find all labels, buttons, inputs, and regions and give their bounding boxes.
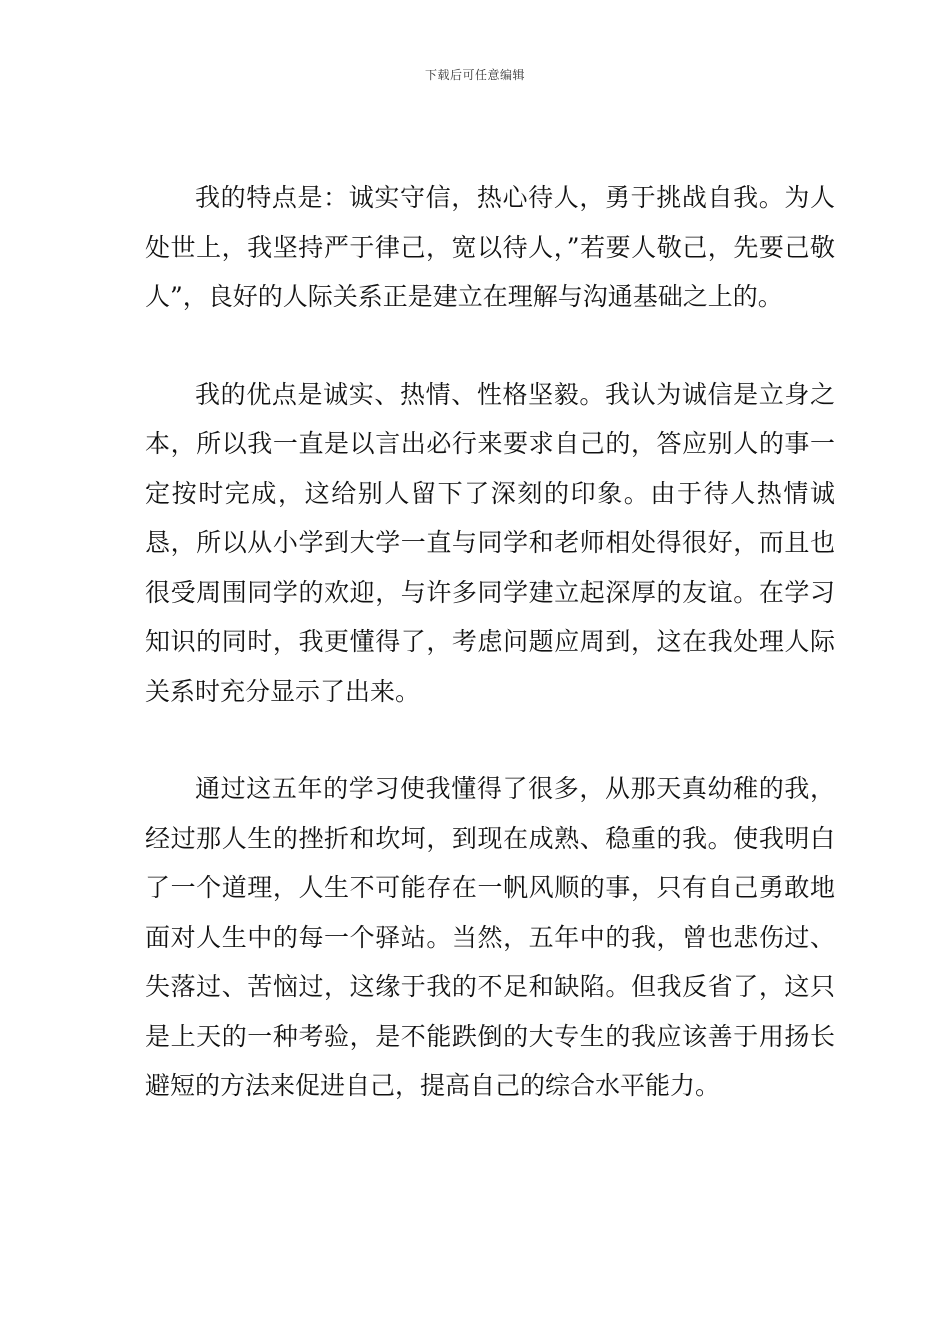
- paragraph-2: 我的优点是诚实、热情、性格坚毅。我认为诚信是立身之本，所以我一直是以言出必行来要求自己的，答应别人的事一定按时完成，这给别人留下了深刻的印象。由于待人热情诚恳，所以从小学到大学一直与同学和老师相处得很好，而且也很受周围同学的欢迎，与许多同学建立起深厚的友谊。在学习知识的同时，我更懂得了，考虑问题应周到，这在我处理人际关系时充分显示了出来。: [145, 379, 835, 706]
- paragraph-3: 通过这五年的学习使我懂得了很多，从那天真幼稚的我，经过那人生的挫折和坎坷，到现在成熟、稳重的我。使我明白了一个道理，人生不可能存在一帆风顺的事，只有自己勇敢地面对人生中的每一个驿站。当然，五年中的我，曾也悲伤过、失落过、苦恼过，这缘于我的不足和缺陷。但我反省了，这只是上天的一种考验，是不能跌倒的大专生的我应该善于用扬长避短的方法来促进自己，提高自己的综合水平能力。: [145, 774, 835, 1100]
- document-body: [145, 173, 835, 1111]
- page-header: 下载后可任意编辑: [424, 68, 525, 82]
- paragraph-1: 我的特点是：诚实守信，热心待人，勇于挑战自我。为人处世上，我坚持严于律己，宽以待人，”若要人敬己，先要己敬人”，良好的人际关系正是建立在理解与沟通基础之上的。: [145, 183, 835, 311]
